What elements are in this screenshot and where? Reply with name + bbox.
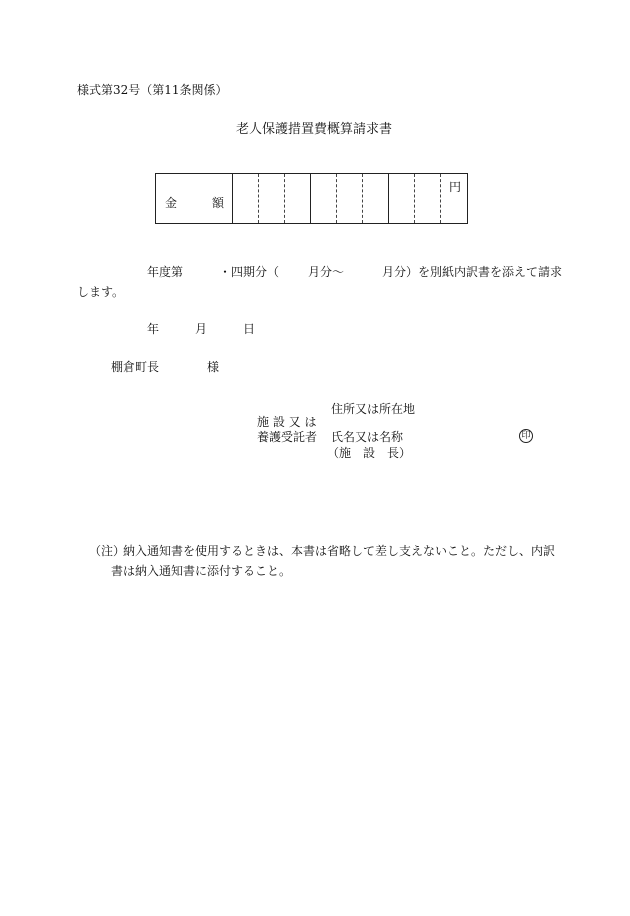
yen-unit: 円 xyxy=(448,180,461,194)
date-year: 年 xyxy=(147,322,160,336)
digit-cell xyxy=(311,174,337,223)
seal-text: 印 xyxy=(521,431,531,441)
date-month: 月 xyxy=(195,322,208,336)
applicant-address-label: 住所又は所在地 xyxy=(331,402,416,416)
request-month-to: 月分）を別紙内訳書を添えて請求 xyxy=(382,265,563,279)
amount-label-cell xyxy=(156,174,233,223)
addressee-name: 棚倉町長 xyxy=(111,360,160,374)
digit-cell xyxy=(415,174,441,223)
addressee-honorific: 様 xyxy=(207,360,220,374)
digit-cell xyxy=(259,174,285,223)
note-mark: （注） xyxy=(89,544,126,558)
seal-mark-icon xyxy=(519,429,533,443)
note-line1: 納入通知書を使用するときは、本書は省略して差し支えないこと。ただし、内訳 xyxy=(123,544,556,558)
digit-cell xyxy=(337,174,363,223)
amount-label-gaku: 額 xyxy=(212,196,225,210)
request-year-term: 年度第 xyxy=(147,265,184,279)
digit-cell xyxy=(285,174,311,223)
request-line2: します。 xyxy=(77,285,125,299)
request-month-from: 月分～ xyxy=(308,265,345,279)
amount-box xyxy=(155,173,468,224)
amount-label-kin: 金 xyxy=(165,196,178,210)
form-number: 様式第32号（第11条関係） xyxy=(77,83,228,97)
applicant-role-line2: 養護受託者 xyxy=(257,430,318,444)
document-title: 老人保護措置費概算請求書 xyxy=(236,122,393,137)
applicant-name-label: 氏名又は名称 xyxy=(331,430,404,444)
digit-cell xyxy=(389,174,415,223)
applicant-title-label: （施 設 長） xyxy=(327,446,412,460)
note-line2: 書は納入通知書に添付すること。 xyxy=(111,564,292,578)
digit-cell xyxy=(363,174,389,223)
request-quarter: ・四期分（ xyxy=(219,265,280,279)
date-day: 日 xyxy=(243,322,256,336)
digit-cell xyxy=(233,174,259,223)
applicant-role-line1: 施 設 又 は xyxy=(257,415,317,429)
